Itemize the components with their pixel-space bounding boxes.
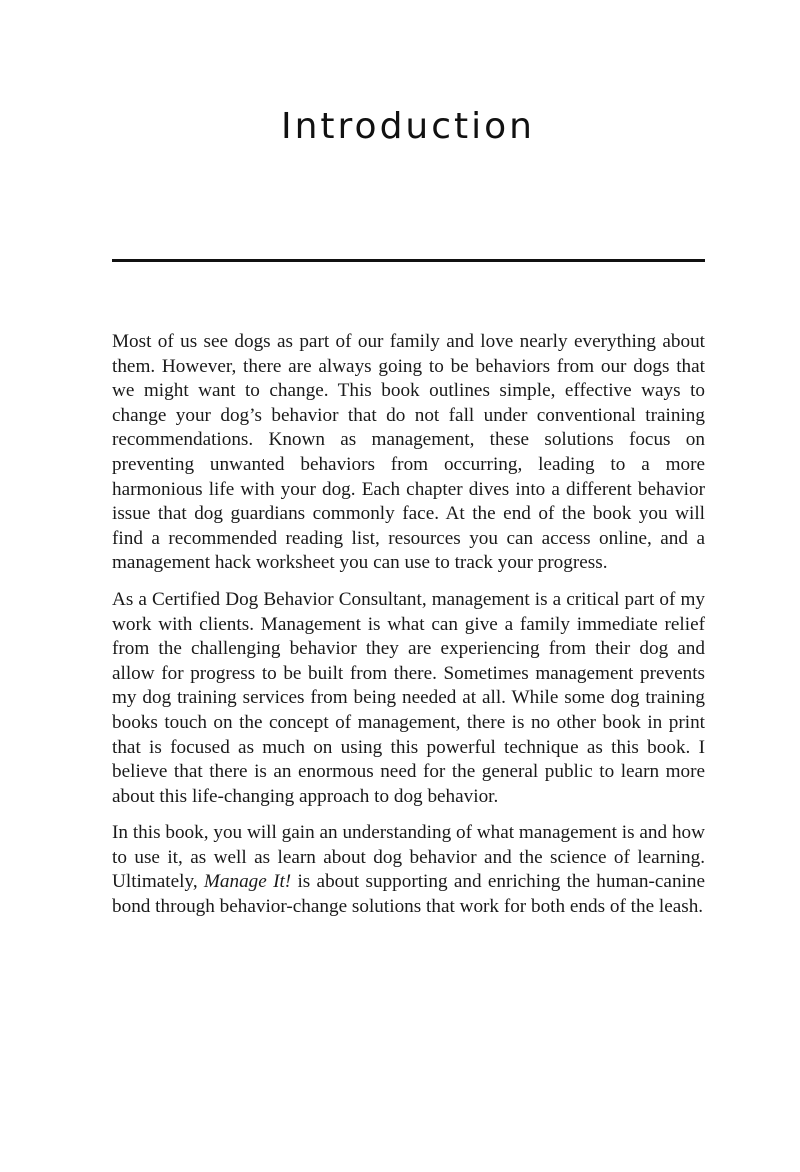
paragraph-3 (112, 821, 705, 919)
chapter-body (112, 330, 705, 932)
book-title-italic: Manage It! (203, 871, 292, 893)
title-divider (112, 259, 705, 262)
paragraph-2: As a Certified Dog Behavior Consultant, management is a critical part of my work with clients. Management is what can give a family immediate relief from the challenging behavior they are experiencing from their dog and allow for progress to be built from there. Sometimes management prevents my dog training services from being needed at all. While some dog training books touch on the concept of management, there is no other book in print that is focused as much on using this powerful technique as this book. I believe that there is an enormous need for the general public to learn more about this life-changing approach to dog behavior. (112, 588, 705, 807)
paragraph-3-part-2: is about supporting and enriching the human-canine bond through behavior-change solutions that work for both ends of the leash. (112, 871, 705, 918)
paragraph-3-part-1: In this book, you will gain an understanding of what management is and how to use it, as well as learn about dog behavior and the science of learning. Ultimately, (112, 822, 705, 893)
paragraph-1: Most of us see dogs as part of our family and love nearly everything about them. However, there are always going to be behaviors from our dogs that we might want to change. This book outlines simple, effective ways to change your dog’s behavior that do not fall under conventional training recommendations. Known as management, these solutions focus on preventing unwanted behaviors from occurring, leading to a more harmonious life with your dog. Each chapter dives into a different behavior issue that dog guardians commonly face. At the end of the book you will find a recommended reading list, resources you can access online, and a management hack worksheet you can use to track your progress. (112, 331, 705, 574)
chapter-title: Introduction (280, 106, 535, 147)
